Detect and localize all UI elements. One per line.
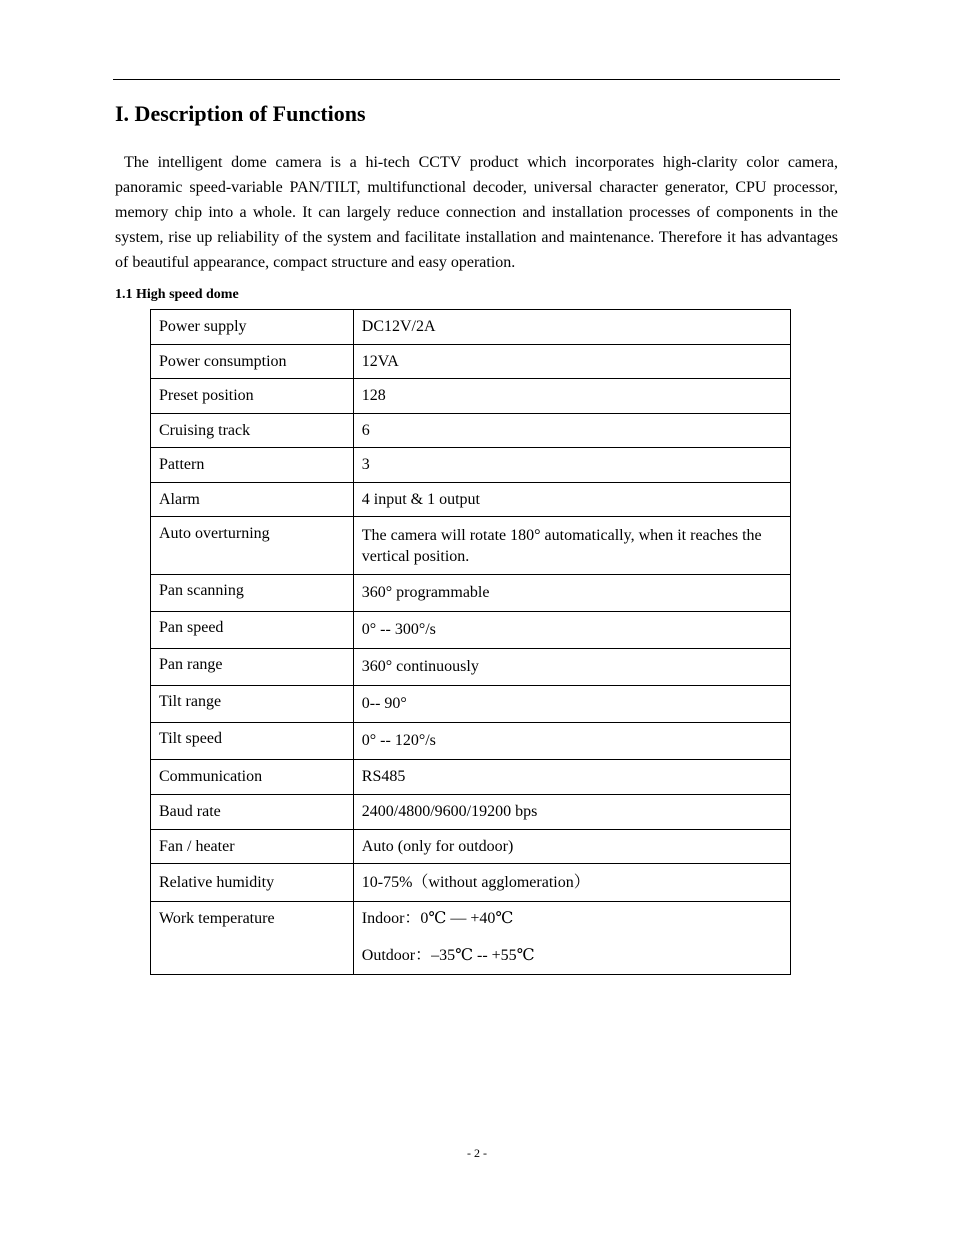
table-row xyxy=(151,902,791,975)
spec-label: Pan speed xyxy=(151,612,354,649)
spec-label: Auto overturning xyxy=(151,517,354,575)
table-row xyxy=(151,686,791,723)
table-row xyxy=(151,649,791,686)
spec-value: RS485 xyxy=(353,760,790,795)
spec-value: The camera will rotate 180° automatically, when it reaches the vertical position. xyxy=(353,517,790,575)
spec-label: Cruising track xyxy=(151,414,354,448)
table-row xyxy=(151,310,791,345)
spec-label: Pan scanning xyxy=(151,575,354,612)
spec-label: Tilt range xyxy=(151,686,354,723)
spec-value: 360° continuously xyxy=(353,649,790,686)
spec-label: Tilt speed xyxy=(151,723,354,760)
spec-label: Relative humidity xyxy=(151,864,354,902)
spec-value: DC12V/2A xyxy=(353,310,790,345)
table-row xyxy=(151,830,791,864)
table-row xyxy=(151,612,791,649)
spec-value: 10-75%（without agglomeration） xyxy=(353,864,790,902)
spec-value: Auto (only for outdoor) xyxy=(353,830,790,864)
subsection-title: 1.1 High speed dome xyxy=(115,287,239,302)
table-row xyxy=(151,483,791,517)
table-row xyxy=(151,379,791,414)
table-row xyxy=(151,760,791,795)
spec-label: Fan / heater xyxy=(151,830,354,864)
spec-label: Alarm xyxy=(151,483,354,517)
spec-label: Power consumption xyxy=(151,345,354,379)
table-row xyxy=(151,517,791,575)
spec-value xyxy=(353,902,790,975)
spec-label: Work temperature xyxy=(151,902,354,975)
spec-label: Pan range xyxy=(151,649,354,686)
spec-label: Preset position xyxy=(151,379,354,414)
spec-value: 360° programmable xyxy=(353,575,790,612)
header-rule xyxy=(113,79,840,80)
spec-label: Communication xyxy=(151,760,354,795)
spec-value: 3 xyxy=(353,448,790,483)
table-row xyxy=(151,414,791,448)
table-row xyxy=(151,575,791,612)
table-row xyxy=(151,795,791,830)
page-number: - 2 - xyxy=(467,1146,487,1160)
spec-value: 0° -- 120°/s xyxy=(353,723,790,760)
spec-value: 2400/4800/9600/19200 bps xyxy=(353,795,790,830)
spec-value: 0° -- 300°/s xyxy=(353,612,790,649)
spec-label: Baud rate xyxy=(151,795,354,830)
table-row xyxy=(151,345,791,379)
table-row xyxy=(151,448,791,483)
spec-value: 12VA xyxy=(353,345,790,379)
spec-value: 6 xyxy=(353,414,790,448)
indoor-temperature: Indoor：0℃ — +40℃ xyxy=(361,910,514,927)
spec-label: Pattern xyxy=(151,448,354,483)
spec-value: 0-- 90° xyxy=(353,686,790,723)
outdoor-temperature: Outdoor：–35℃ -- +55℃ xyxy=(361,947,535,964)
spec-value: 4 input & 1 output xyxy=(353,483,790,517)
table-row xyxy=(151,864,791,902)
spec-value: 128 xyxy=(353,379,790,414)
intro-paragraph: The intelligent dome camera is a hi-tech CCTV product which incorporates high-clarity color camera, panoramic speed-variable PAN/TILT, multifunctional decoder, universal character generator, CPU processor, memory chip into a whole. It can largely reduce connection and installation processes of components in the system, rise up reliability of the system and facilitate installation and maintenance. Therefore it has advantages of beautiful appearance, compact structure and easy operation. xyxy=(115,154,838,271)
spec-table xyxy=(150,309,791,975)
spec-label: Power supply xyxy=(151,310,354,345)
table-row xyxy=(151,723,791,760)
section-title: I. Description of Functions xyxy=(115,101,366,126)
